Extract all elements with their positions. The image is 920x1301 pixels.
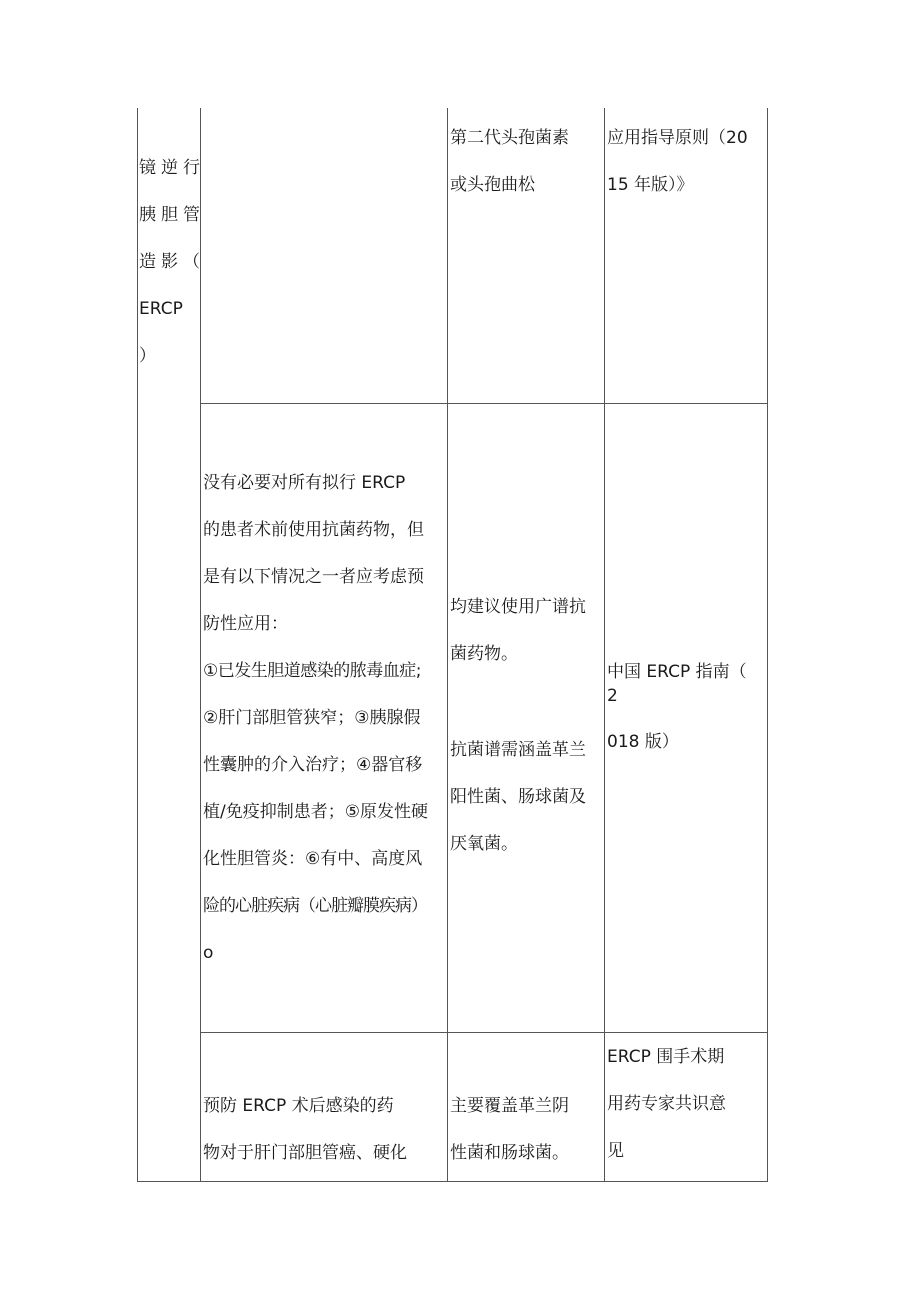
regimen-line: 厌氧菌。: [450, 834, 518, 854]
row-divider-2: [200, 1032, 768, 1033]
procedure-cell: [139, 145, 205, 380]
indication-line: 是有以下情况之一者应考虑预: [203, 567, 424, 587]
indication-line: 的患者术前使用抗菌药物，但: [203, 520, 424, 540]
table-border-col3: [604, 108, 605, 1182]
regimen-line: 阳性菌、肠球菌及: [450, 787, 586, 807]
regimen-line: 菌药物。: [450, 644, 518, 664]
indication-line: ①已发生胆道感染的脓毒血症;: [203, 661, 421, 681]
reference-line: 应用指导原则（20: [607, 128, 748, 148]
reference-cell: [607, 660, 747, 754]
row-divider-1: [200, 403, 768, 404]
indication-line: 防性应用：: [203, 614, 288, 634]
reference-line: 2: [607, 686, 618, 706]
regimen-cell: [450, 115, 569, 209]
reference-line: ERCP 围手术期: [607, 1047, 725, 1067]
regimen-line: 或头孢曲松: [450, 175, 535, 195]
indication-line: 物对于肝门部胆管癌、硬化: [203, 1143, 407, 1163]
regimen-line: 均建议使用广谱抗: [450, 597, 586, 617]
table-border-right: [767, 108, 768, 1182]
reference-line: 018 版）: [607, 732, 679, 752]
regimen-cell: [450, 1083, 569, 1177]
indication-cell: [203, 1083, 407, 1177]
indication-line: o: [203, 943, 214, 963]
regimen-cell: [450, 727, 586, 868]
indication-cell: [203, 460, 428, 977]
indication-line: 没有必要对所有拟行 ERCP: [203, 473, 406, 493]
indication-line: 预防 ERCP 术后感染的药: [203, 1096, 394, 1116]
reference-line: 15 年版）》: [607, 175, 694, 195]
procedure-line: ERCP: [139, 299, 183, 319]
table-border-bottom: [137, 1181, 768, 1182]
procedure-line: 造影（: [139, 252, 205, 272]
indication-line: ②肝门部胆管狭窄；③胰腺假: [203, 708, 421, 728]
regimen-line: 主要覆盖革兰阴: [450, 1096, 569, 1116]
indication-line: 险的心脏疾病（心脏瓣膜疾病）: [203, 896, 427, 916]
reference-line: 中国 ERCP 指南（: [607, 662, 747, 682]
reference-line: 用药专家共识意: [607, 1094, 726, 1114]
reference-cell: [607, 1034, 726, 1175]
regimen-line: 性菌和肠球菌。: [450, 1143, 569, 1163]
table-border-col2: [447, 108, 448, 1182]
regimen-cell: [450, 584, 586, 678]
indication-line: 化性胆管炎：⑥有中、高度风: [203, 849, 423, 869]
reference-line: 见: [607, 1141, 624, 1161]
procedure-line: ）: [139, 346, 161, 366]
regimen-line: 第二代头孢菌素: [450, 128, 569, 148]
procedure-line: 镜逆行: [139, 158, 205, 178]
regimen-line: 抗菌谱需涵盖革兰: [450, 740, 586, 760]
reference-cell: [607, 115, 748, 209]
table-border-left: [137, 108, 138, 1182]
indication-line: 性囊肿的介入治疗；④器官移: [203, 755, 423, 775]
procedure-line: 胰胆管: [139, 205, 205, 225]
indication-line: 植/免疫抑制患者；⑤原发性硬: [203, 802, 428, 822]
